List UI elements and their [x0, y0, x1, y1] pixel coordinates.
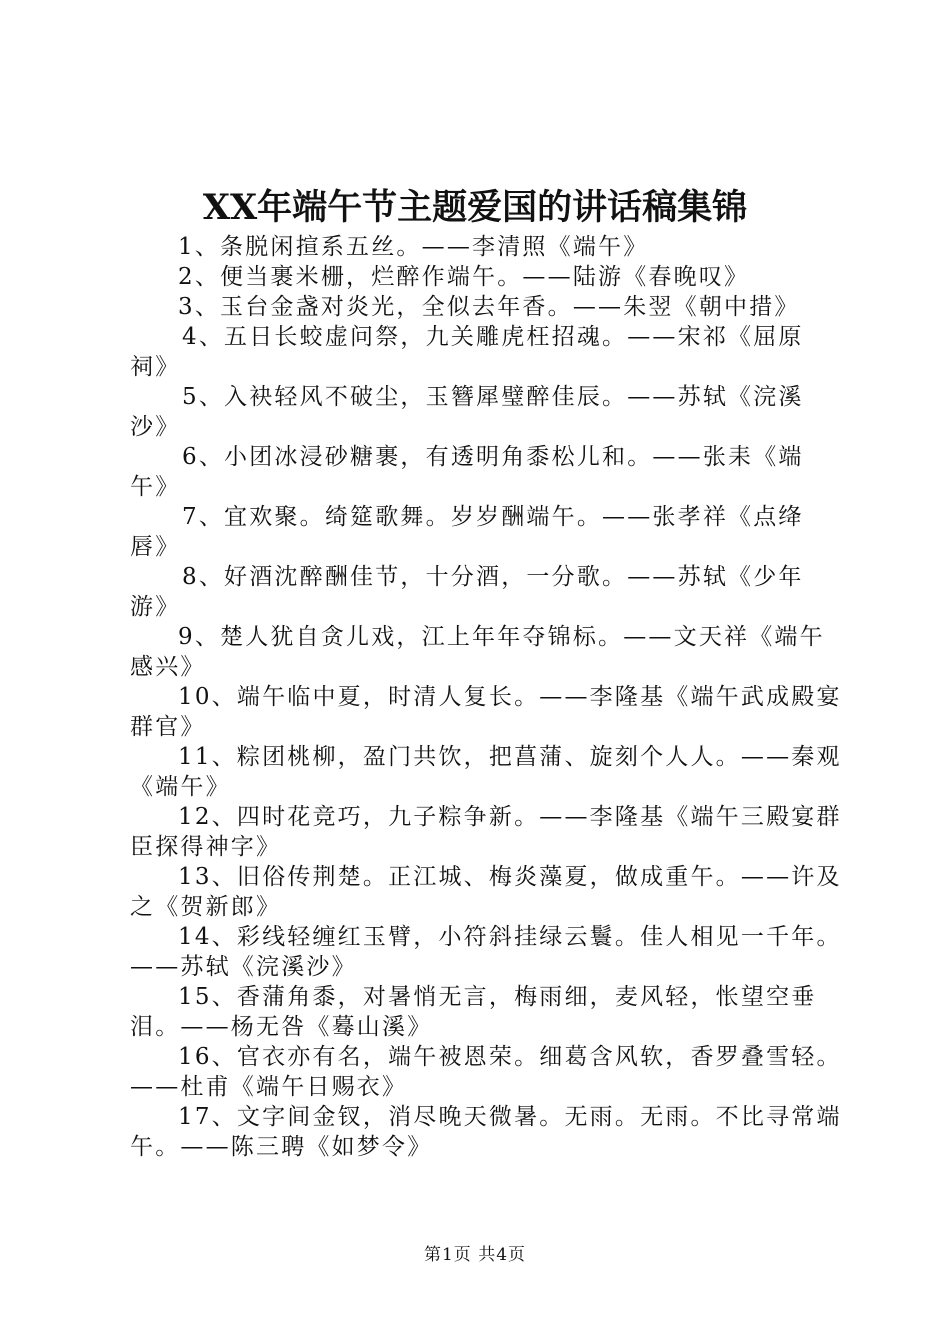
paragraph: 1、条脱闲揎系五丝。——李清照《端午》: [178, 234, 649, 260]
paragraph: 12、四时花竞巧，九子粽争新。——李隆基《端午三殿宴群臣探得神字》: [130, 804, 842, 860]
paragraph: 8、好酒沈醉酬佳节，十分酒，一分歌。——苏轼《少年游》: [130, 564, 804, 620]
paragraph: 13、旧俗传荆楚。正江城、梅炎藻夏，做成重午。——许及之《贺新郎》: [130, 864, 842, 920]
paragraph: 6、小团冰浸砂糖裹，有透明角黍松儿和。——张耒《端午》: [130, 444, 804, 500]
paragraph: 9、楚人犹自贪儿戏，江上年年夺锦标。——文天祥《端午感兴》: [130, 624, 825, 680]
document-body: [130, 232, 842, 1162]
paragraph: 7、宜欢聚。绮筵歌舞。岁岁酬端午。——张孝祥《点绛唇》: [130, 504, 804, 560]
paragraph: 15、香蒲角黍，对暑悄无言，梅雨细，麦风轻，怅望空垂泪。——杨无咎《蓦山溪》: [130, 984, 817, 1040]
paragraph: 3、玉台金盏对炎光，全似去年香。——朱翌《朝中措》: [178, 294, 800, 320]
paragraph: 10、端午临中夏，时清人复长。——李隆基《端午武成殿宴群官》: [130, 684, 842, 740]
page-footer: 第1页 共4页: [423, 1245, 527, 1265]
paragraph: 2、便当裹米栅，烂醉作端午。——陆游《春晚叹》: [178, 264, 750, 290]
paragraph: 11、粽团桃柳，盈门共饮，把菖蒲、旋刻个人人。——秦观《端午》: [130, 744, 842, 800]
paragraph: 14、彩线轻缠红玉臂，小符斜挂绿云鬟。佳人相见一千年。——苏轼《浣溪沙》: [130, 924, 842, 980]
paragraph: 16、官衣亦有名，端午被恩荣。细葛含风软，香罗叠雪轻。——杜甫《端午日赐衣》: [130, 1044, 842, 1100]
paragraph: 4、五日长蛟虚问祭，九关雕虎枉招魂。——宋祁《屈原祠》: [130, 324, 804, 380]
paragraph: 17、文字间金钗，消尽晚天微暑。无雨。无雨。不比寻常端午。——陈三聘《如梦令》: [130, 1104, 842, 1160]
paragraph: 5、入袂轻风不破尘，玉簪犀璧醉佳辰。——苏轼《浣溪沙》: [130, 384, 804, 440]
document-title: XX年端午节主题爱国的讲话稿集锦: [202, 187, 748, 228]
